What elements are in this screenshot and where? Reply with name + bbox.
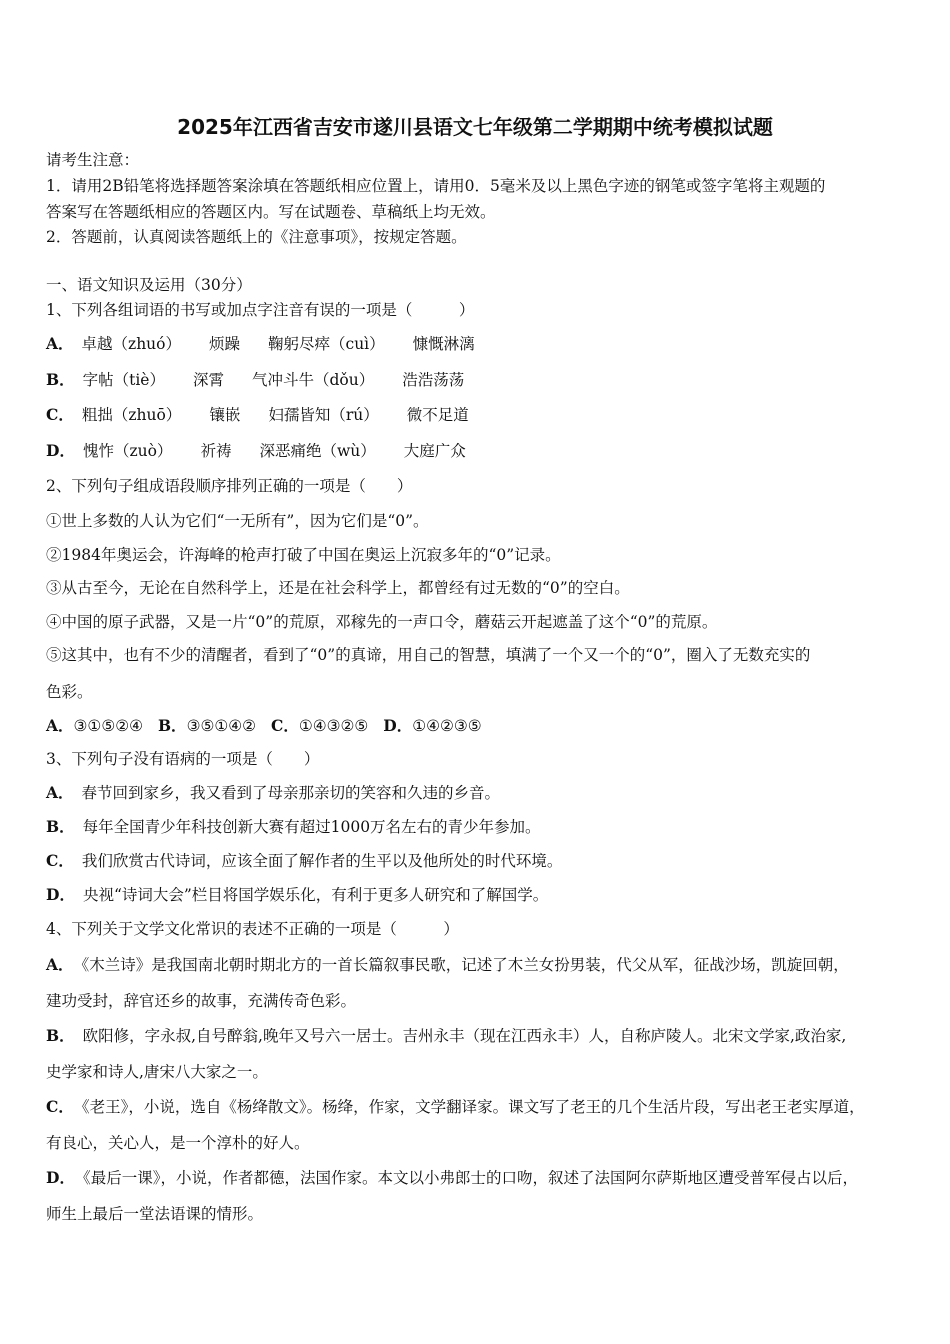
q2-stem: 2、下列句子组成语段顺序排列正确的一项是（ ）	[46, 477, 413, 495]
option-label: B．	[46, 817, 75, 836]
word-item: 深霄	[192, 371, 224, 389]
word-item: 字帖（tiè）	[82, 371, 165, 389]
option-text: 我们欣赏古代诗词，应该全面了解作者的生平以及他所处的时代环境。	[81, 852, 563, 870]
option-text: ③①⑤②④	[73, 717, 144, 735]
q4-option-c-line2: 有良心，关心人，是一个淳朴的好人。	[46, 1134, 310, 1152]
q3-option-b	[46, 817, 541, 837]
q1-option-c	[46, 405, 469, 425]
option-text: 欧阳修，字永叔,自号醉翁,晚年又号六一居士。吉州永丰（现在江西永丰）人，自称庐陵人。北宋文学家,政治家,	[82, 1027, 847, 1045]
notice-heading: 请考生注意：	[46, 151, 140, 169]
word-item: 烦躁	[209, 335, 241, 353]
q2-sentence-2: ②1984年奥运会，许海峰的枪声打破了中国在奥运上沉寂多年的“0”记录。	[46, 546, 561, 564]
option-label: B．	[157, 716, 187, 735]
option-label: A．	[46, 716, 74, 735]
option-text: 每年全国青少年科技创新大赛有超过1000万名左右的青少年参加。	[82, 818, 541, 836]
option-label: D．	[46, 1168, 75, 1187]
q2-sentence-3: ③从古至今，无论在自然科学上，还是在社会科学上，都曾经有过无数的“0”的空白。	[46, 579, 630, 597]
q2-sentence-1: ①世上多数的人认为它们“一无所有”，因为它们是“0”。	[46, 512, 429, 530]
q2-options	[46, 716, 482, 736]
option-label: B．	[46, 370, 75, 389]
word-item: 鞠躬尽瘁（cuì）	[268, 335, 385, 353]
q1-option-b	[46, 370, 464, 390]
option-text: 央视“诗词大会”栏目将国学娱乐化，有利于更多人研究和了解国学。	[82, 886, 549, 904]
option-label: C．	[46, 1097, 74, 1116]
q1-option-d	[46, 441, 466, 461]
section-heading: 一、语文知识及运用（30分）	[46, 276, 252, 294]
q4-option-a-line1	[46, 955, 849, 975]
q2-sentence-5b: 色彩。	[46, 683, 93, 701]
option-text: 春节回到家乡，我又看到了母亲那亲切的笑容和久违的乡音。	[81, 784, 501, 802]
q3-option-a	[46, 783, 500, 803]
q3-option-c	[46, 851, 562, 871]
word-item: 妇孺皆知（rú）	[268, 406, 379, 424]
option-label: C．	[46, 851, 74, 870]
q4-stem: 4、下列关于文学文化常识的表述不正确的一项是（ ）	[46, 920, 459, 938]
q2-sentence-5a: ⑤这其中，也有不少的清醒者，看到了“0”的真谛，用自己的智慧，填满了一个又一个的“0”，圈入了无数充实的	[46, 646, 811, 664]
option-label: A．	[46, 955, 74, 974]
option-label: D．	[46, 885, 75, 904]
notice-item-2: 2．答题前，认真阅读答题纸上的《注意事项》，按规定答题。	[46, 228, 467, 246]
word-item: 卓越（zhuó）	[81, 335, 181, 353]
option-text: ③⑤①④②	[186, 717, 257, 735]
word-item: 粗拙（zhuō）	[81, 406, 182, 424]
word-item: 深恶痛绝（wù）	[259, 442, 376, 460]
option-label: A．	[46, 334, 74, 353]
q4-option-d-line2: 师生上最后一堂法语课的情形。	[46, 1205, 264, 1223]
q4-option-b-line1	[46, 1026, 846, 1046]
word-item: 气冲斗牛（dǒu）	[251, 371, 375, 389]
option-text: 《木兰诗》是我国南北朝时期北方的一首长篇叙事民歌，记述了木兰女扮男装，代父从军，征战沙场，凯旋回朝，	[81, 956, 849, 974]
q4-option-d-line1	[46, 1168, 858, 1188]
word-item: 愧怍（zuò）	[82, 442, 173, 460]
q3-option-d	[46, 885, 548, 905]
option-text: ①④②③⑤	[412, 717, 482, 735]
q1-option-a	[46, 334, 475, 354]
word-item: 微不足道	[406, 406, 469, 424]
q4-option-c-line1	[46, 1097, 865, 1117]
word-item: 镶嵌	[209, 406, 241, 424]
q3-stem: 3、下列句子没有语病的一项是（ ）	[46, 750, 320, 768]
q2-sentence-4: ④中国的原子武器，又是一片“0”的荒原，邓稼先的一声口令，蘑菇云开起遮盖了这个“0”的荒原。	[46, 613, 718, 631]
notice-item-1b: 答案写在答题纸相应的答题区内。写在试题卷、草稿纸上均无效。	[46, 203, 496, 221]
word-item: 大庭广众	[403, 442, 466, 460]
word-item: 祈祷	[200, 442, 232, 460]
option-label: D．	[383, 716, 413, 735]
option-label: D．	[46, 441, 75, 460]
option-text: 《老王》，小说，选自《杨绛散文》。杨绛，作家，文学翻译家。课文写了老王的几个生活片段，写出老王老实厚道，	[81, 1098, 865, 1116]
q4-option-a-line2: 建功受封，辞官还乡的故事，充满传奇色彩。	[46, 992, 357, 1010]
option-label: A．	[46, 783, 74, 802]
word-item: 慷慨淋漓	[412, 335, 475, 353]
word-item: 浩浩荡荡	[402, 371, 465, 389]
option-text: 《最后一课》，小说，作者都德，法国作家。本文以小弗郎士的口吻，叙述了法国阿尔萨斯地区遭受普军侵占以后，	[82, 1169, 858, 1187]
q1-stem: 1、下列各组词语的书写或加点字注音有误的一项是（ ）	[46, 301, 475, 319]
notice-item-1a: 1．请用2B铅笔将选择题答案涂填在答题纸相应位置上，请用0．5毫米及以上黑色字迹的钢笔或签字笔将主观题的	[46, 177, 826, 195]
option-label: C．	[270, 716, 299, 735]
option-label: B．	[46, 1026, 75, 1045]
page-title: 2025年江西省吉安市遂川县语文七年级第二学期期中统考模拟试题	[177, 115, 773, 139]
q4-option-b-line2: 史学家和诗人,唐宋八大家之一。	[46, 1063, 268, 1081]
option-label: C．	[46, 405, 74, 424]
option-text: ①④③②⑤	[298, 717, 369, 735]
